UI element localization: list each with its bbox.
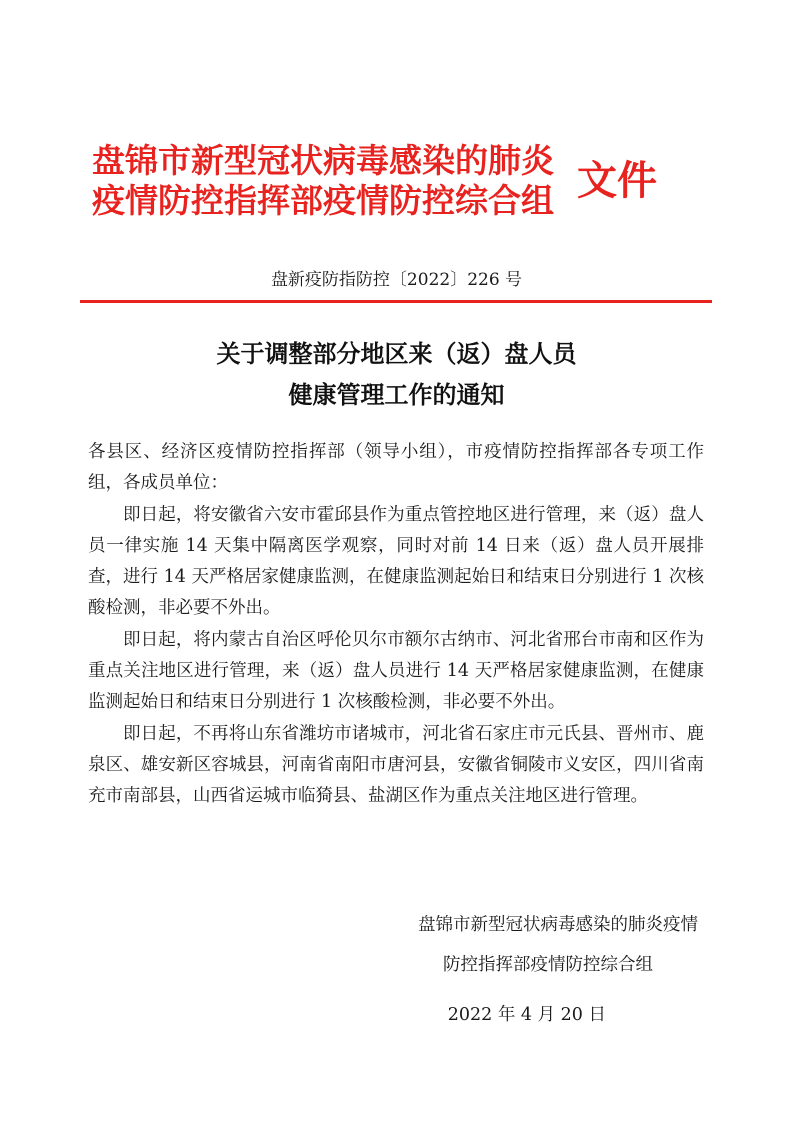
document-title-line-1: 关于调整部分地区来（返）盘人员 [216,340,577,368]
signature-org-line-2: 防控指挥部疫情防控综合组 [443,955,653,975]
signature-block [418,905,698,1035]
document-type-label: 文件 [577,158,657,204]
document-header [92,141,692,231]
body-paragraph-1: 即日起，将安徽省六安市霍邱县作为重点管控地区进行管理，来（返）盘人员一律实施 14 天集中隔离医学观察，同时对前 14 日来（返）盘人员开展排查，进行 14 天严格居家健康监测，在健康监测起始日和结束日分别进行 1 次核酸检测，非必要不外出。 [88,504,704,619]
signature-org-line-1: 盘锦市新型冠状病毒感染的肺炎疫情 [418,915,698,935]
salutation: 各县区、经济区疫情防控指挥部（领导小组），市疫情防控指挥部各专项工作组，各成员单位： [88,442,704,494]
document-title [0,334,793,416]
document-title-line-2: 健康管理工作的通知 [288,381,505,409]
issuing-organization-line-1: 盘锦市新型冠状病毒感染的肺炎 [92,141,554,180]
document-body [88,437,704,813]
issuing-organization-line-2: 疫情防控指挥部疫情防控综合组 [92,181,554,220]
body-paragraph-3: 即日起，不再将山东省潍坊市诸城市，河北省石家庄市元氏县、晋州市、鹿泉区、雄安新区容城县，河南省南阳市唐河县，安徽省铜陵市义安区，四川省南充市南部县，山西省运城市临猗县、盐湖区作为重点关注地区进行管理。 [88,723,704,807]
document-number: 盘新疫防指防控〔2022〕226 号 [270,270,523,290]
signature-date: 2022 年 4 月 20 日 [447,1005,606,1025]
body-paragraph-2: 即日起，将内蒙古自治区呼伦贝尔市额尔古纳市、河北省邢台市南和区作为重点关注地区进行管理，来（返）盘人员进行 14 天严格居家健康监测，在健康监测起始日和结束日分别进行 1 次核酸检测，非必要不外出。 [88,629,704,713]
issuing-organization [92,141,554,221]
red-divider [80,300,712,303]
